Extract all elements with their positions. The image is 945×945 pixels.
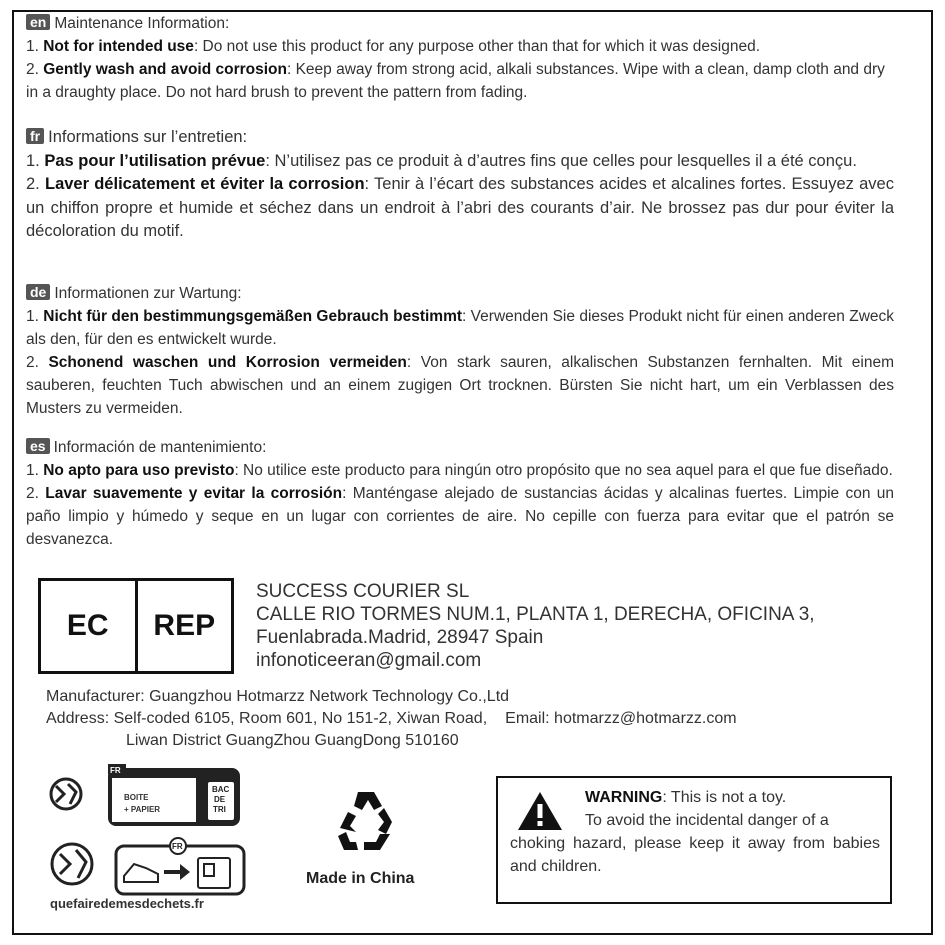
item2-heading-fr: Laver délicatement et éviter la corrosion [44,175,365,193]
item2-text-es: : Manténgase alejado de sustancias ácidas y alcalinas fuertes. Limpie con un paño limpio y húmedo y seque en un lugar con corrientes de aire. No cepille con fuerza para evitar que el patrón se desvanezca. [26,485,895,548]
item1-heading-de: Nicht für den bestimmungsgemäßen Gebrauch bestimmt [43,308,463,325]
recycle-icon [334,786,404,858]
section-title-fr: Informations sur l’entretien: [48,128,248,146]
triman-logo-boite [46,764,242,830]
manufacturer-email: Email: hotmarzz@hotmarzz.com [505,710,737,727]
manufacturer-address: Address: Self-coded 6105, Room 601, No 151-2, Xiwan Road, [46,710,488,727]
item2-text-en: : Keep away from strong acid, alkali substances. Wipe with a clean, damp cloth and dry in a draughty place. Do not hard brush to prevent the pattern from fading. [26,61,885,101]
lang-tag-en: en [26,14,50,30]
ec-rep-ec: EC [66,609,109,642]
lang-tag-de: de [26,284,50,300]
manufacturer-info [46,686,737,752]
warning-line1: : This is not a toy. [662,789,787,806]
lang-tag-es: es [26,438,50,454]
triman-bac: BAC [212,785,230,794]
item2-heading-es: Lavar suavemente y evitar la corrosión [45,485,343,502]
triman-icon [51,779,81,809]
section-fr: fr Informations sur l’entretien: 1. Pas pour l’utilisation prévue: N’utilisez pas ce produit à d’autres fins que celles pour lesquelles il a été conçu. 2. Laver délicatement et éviter la corrosion: Tenir à l’écart des substances acides et alcalines fortes. Essuyez avec un chiffon propre et humide et séchez dans un endroit à l’abri des courants d’air. Ne brossez pas dur pour éviter la décoloration du motif. [26,128,894,240]
section-title-de: Informationen zur Wartung: [54,285,242,302]
rep-city: Fuenlabrada.Madrid, 28947 Spain [256,627,544,648]
item1-text-fr: : N’utilisez pas ce produit à d’autres fins que celles pour lesquelles il a été conçu. [265,151,857,170]
item1-text-de: : Verwenden Sie dieses Produkt nicht für einen anderen Zweck als den, für den es entwickelt wurde. [26,308,895,348]
manufacturer-address-line2: Liwan District GuangZhou GuangDong 510160 [126,732,459,749]
triman-fr-badge: FR [110,766,121,775]
section-de: de Informationen zur Wartung: 1. Nicht für den bestimmungsgemäßen Gebrauch bestimmt: Verwenden Sie dieses Produkt nicht für einen anderen Zweck als den, für den es entwickelt wurde. 2. Schonend waschen und Korrosion vermeiden: Von stark sauren, alkalischen Substanzen fernhalten. Mit einem sauberen, feuchten Tuch abwischen und an einem zugigen Ort trocknen. Bürsten Sie nicht hart, um ein Verblassen des Musters zu vermeiden. [26,284,895,417]
warning-line2: To avoid the incidental danger of a [585,812,829,829]
item2-heading-de: Schonend waschen und Korrosion vermeiden [48,354,407,371]
triman-icon-2 [52,844,92,884]
triman-fr-badge-2: FR [172,842,183,851]
item1-text-es: : No utilice este producto para ningún otro propósito que no sea aquel para el que fue diseñado. [234,462,893,479]
shoe-icon [124,864,158,882]
warning-triangle-icon [516,790,564,832]
triman-de: DE [214,795,226,804]
item1-heading-en: Not for intended use [43,38,194,55]
lang-tag-fr: fr [26,128,44,144]
triman-website: quefairedemesdechets.fr [50,896,204,911]
section-title-es: Información de mantenimiento: [53,439,267,456]
ec-rep-rep: REP [135,581,232,671]
section-en: en Maintenance Information: 1. Not for intended use: Do not use this product for any purpose other than that for which it was designed. 2. Gently wash and avoid corrosion: Keep away from strong acid, alkali substances. Wipe with a clean, damp cloth and dry in a draughty place. Do not hard brush to prevent the pattern from fading. [26,14,885,101]
ec-rep-symbol [38,578,234,674]
item2-heading-en: Gently wash and avoid corrosion [43,61,287,78]
warning-label: WARNING [585,789,663,806]
made-in-china: Made in China [306,870,415,887]
eu-representative-address [256,580,815,672]
item1-heading-fr: Pas pour l’utilisation prévue [44,151,266,170]
item1-text-en: : Do not use this product for any purpose other than that for which it was designed. [193,38,761,55]
manufacturer-name: Manufacturer: Guangzhou Hotmarzz Network Technology Co.,Ltd [46,688,510,705]
item2-text-fr: : Tenir à l’écart des substances acides et alcalines fortes. Essuyez avec un chiffon propre et humide et séchez dans un endroit à l’abri des courants d’air. Ne brossez pas dur pour éviter la décoloration du motif. [26,175,894,240]
section-title-en: Maintenance Information: [54,15,230,32]
rep-company: SUCCESS COURIER SL [256,581,470,602]
rep-street: CALLE RIO TORMES NUM.1, PLANTA 1, DERECHA, OFICINA 3, [256,604,815,625]
item2-text-de: : Von stark sauren, alkalischen Substanzen fernhalten. Mit einem sauberen, feuchten Tuch abwischen und an einem zugigen Ort trocknen. Bürsten Sie nicht hart, um ein Verblassen des Musters zu vermeiden. [26,354,895,417]
arrow-right-icon [164,864,190,880]
triman-tri: TRI [213,805,226,814]
warning-rest: choking hazard, please keep it away from babies and children. [510,835,880,875]
triman-boite: BOITE [124,793,149,802]
warning-box [496,776,892,904]
triman-logo-shoes [46,834,246,896]
triman-papier: + PAPIER [124,805,161,814]
rep-email: infonoticeeran@gmail.com [256,650,482,671]
section-es: es Información de mantenimiento: 1. No apto para uso previsto: No utilice este producto para ningún otro propósito que no sea aquel para el que fue diseñado. 2. Lavar suavemente y evitar la corrosión: Manténgase alejado de sustancias ácidas y alcalinas fuertes. Limpie con un paño limpio y húmedo y seque en un lugar con corrientes de aire. No cepille con fuerza para evitar que el patrón se desvanezca. [26,438,895,548]
item1-heading-es: No apto para uso previsto [43,462,235,479]
